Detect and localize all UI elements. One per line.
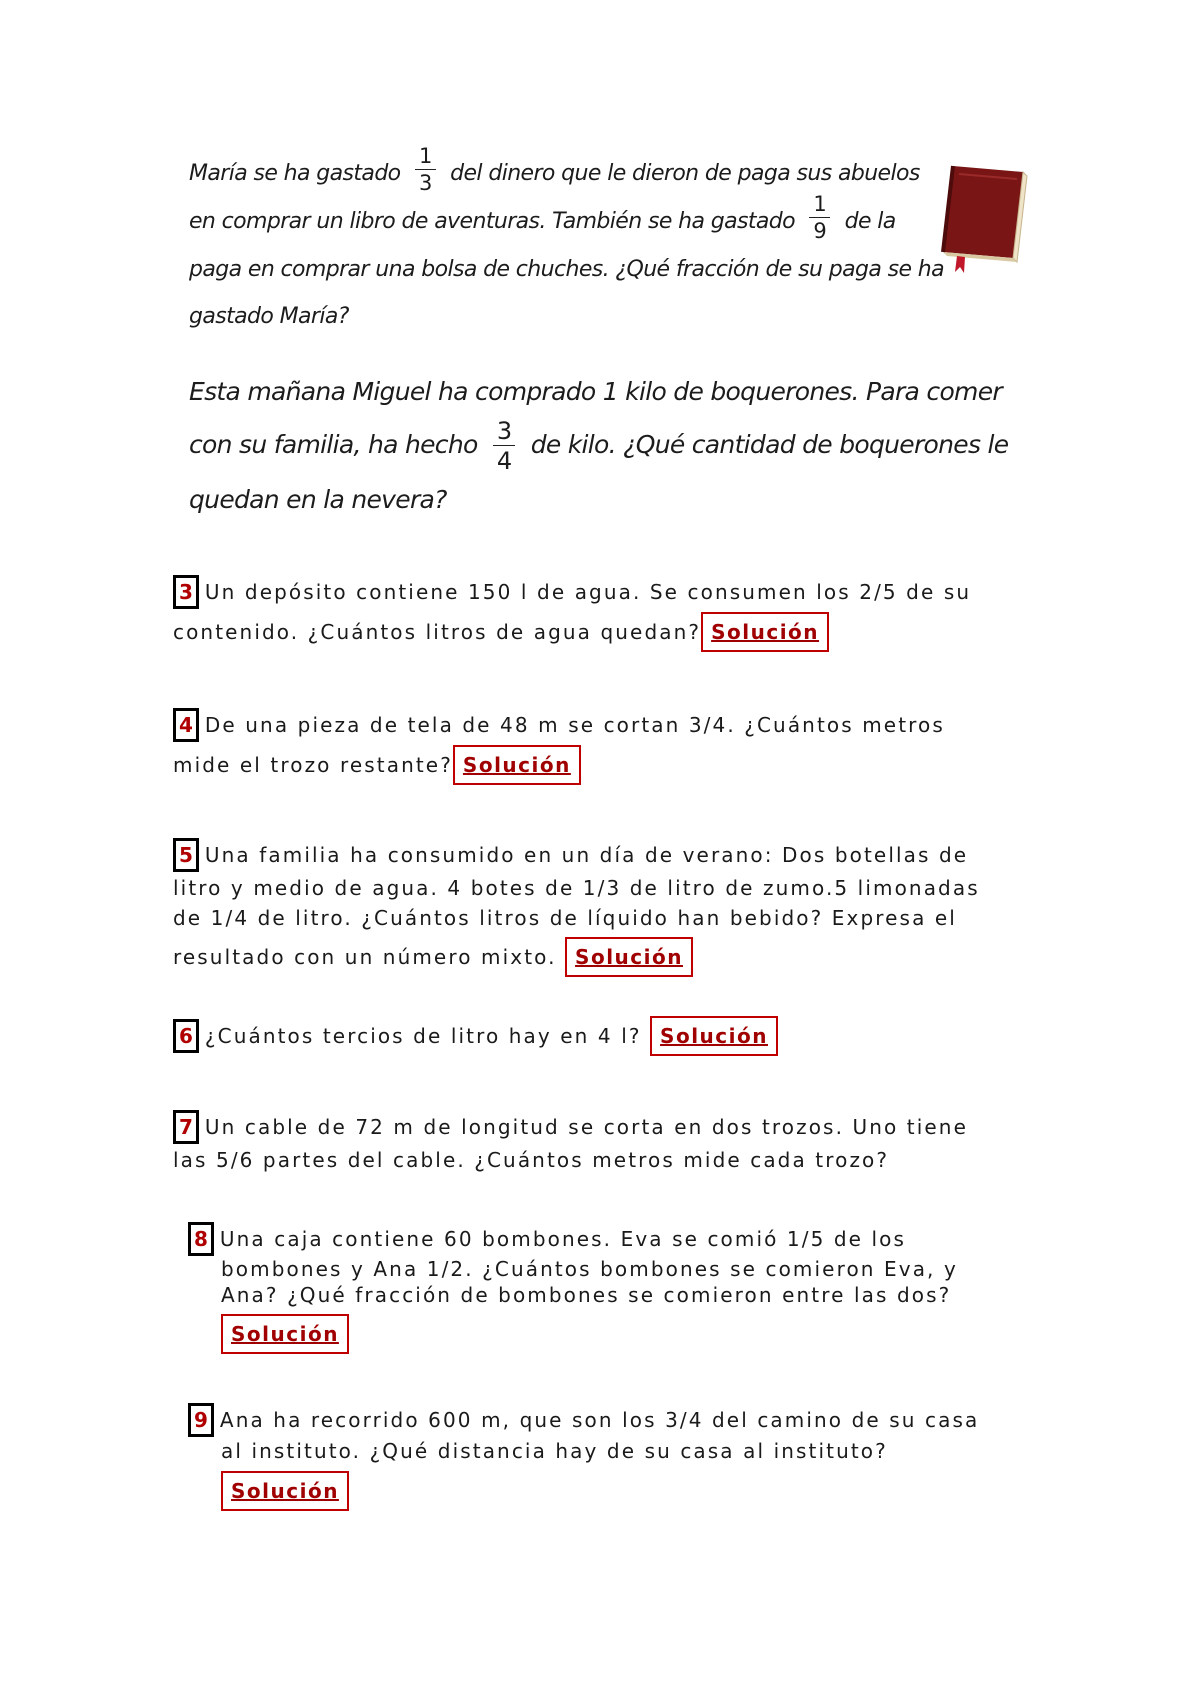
problem-number: 3	[173, 575, 199, 609]
problem-3: 3 Un depósito contiene 150 l de agua. Se consumen los 2/5 de su contenido. ¿Cuántos litros de agua quedan? Solución	[173, 572, 971, 652]
solution-button[interactable]: Solución	[565, 937, 693, 977]
fraction-1-9: $\frac{1}{9}$	[809, 194, 830, 242]
problem-number: 6	[173, 1019, 199, 1053]
solution-button[interactable]: Solución	[453, 745, 581, 785]
intro-problem-1: María se ha gastado $\frac{1}{3}$ del dinero que le dieron de paga sus abuelos en comprar un libro de aventuras. También se ha gastado $\frac{1}{9}$ de la paga en comprar una bolsa de chuches. ¿Qué fracción de su paga se ha gastado María?	[189, 144, 945, 329]
problem-number: 4	[173, 708, 199, 742]
book-icon	[935, 160, 1030, 275]
fraction-1-3: $\frac{1}{3}$	[415, 146, 436, 194]
problem-5: 5 Una familia ha consumido en un día de verano: Dos botellas de litro y medio de agua. 4 botes de 1/3 de litro de zumo.5 limonadas de 1/4 de litro. ¿Cuántos litros de líquido han bebido? Expresa el resultado con un número mixto. Solución	[173, 837, 980, 977]
problem-4: 4 De una pieza de tela de 48 m se cortan 3/4. ¿Cuántos metros mide el trozo restante? Solución	[173, 705, 945, 785]
problem-6: 6 ¿Cuántos tercios de litro hay en 4 l? Solución	[173, 1016, 778, 1056]
solution-button[interactable]: Solución	[221, 1314, 349, 1354]
intro-problem-2: Esta mañana Miguel ha comprado 1 kilo de boquerones. Para comer con su familia, ha hecho $\frac{3}{4}$ de kilo. ¿Qué cantidad de boquerones le quedan en la nevera?	[189, 377, 1009, 514]
solution-button[interactable]: Solución	[650, 1016, 778, 1056]
problem-7: 7 Un cable de 72 m de longitud se corta en dos trozos. Uno tiene las 5/6 partes del cable. ¿Cuántos metros mide cada trozo?	[173, 1110, 968, 1177]
problem-number: 8	[188, 1222, 214, 1256]
fraction-3-4: $\frac{3}{4}$	[493, 419, 516, 473]
problem-9: 9 Ana ha recorrido 600 m, que son los 3/4 del camino de su casa al instituto. ¿Qué distancia hay de su casa al instituto? Solución	[188, 1403, 979, 1511]
intro1-text: María se ha gastado	[189, 161, 401, 186]
problem-number: 5	[173, 838, 199, 872]
problem-number: 7	[173, 1110, 199, 1144]
problem-number: 9	[188, 1403, 214, 1437]
solution-button[interactable]: Solución	[221, 1471, 349, 1511]
solution-button[interactable]: Solución	[701, 612, 829, 652]
problem-8: 8 Una caja contiene 60 bombones. Eva se comió 1/5 de los bombones y Ana 1/2. ¿Cuántos bombones se comieron Eva, y Ana? ¿Qué fracción de bombones se comieron entre las dos? Solución	[188, 1222, 958, 1354]
